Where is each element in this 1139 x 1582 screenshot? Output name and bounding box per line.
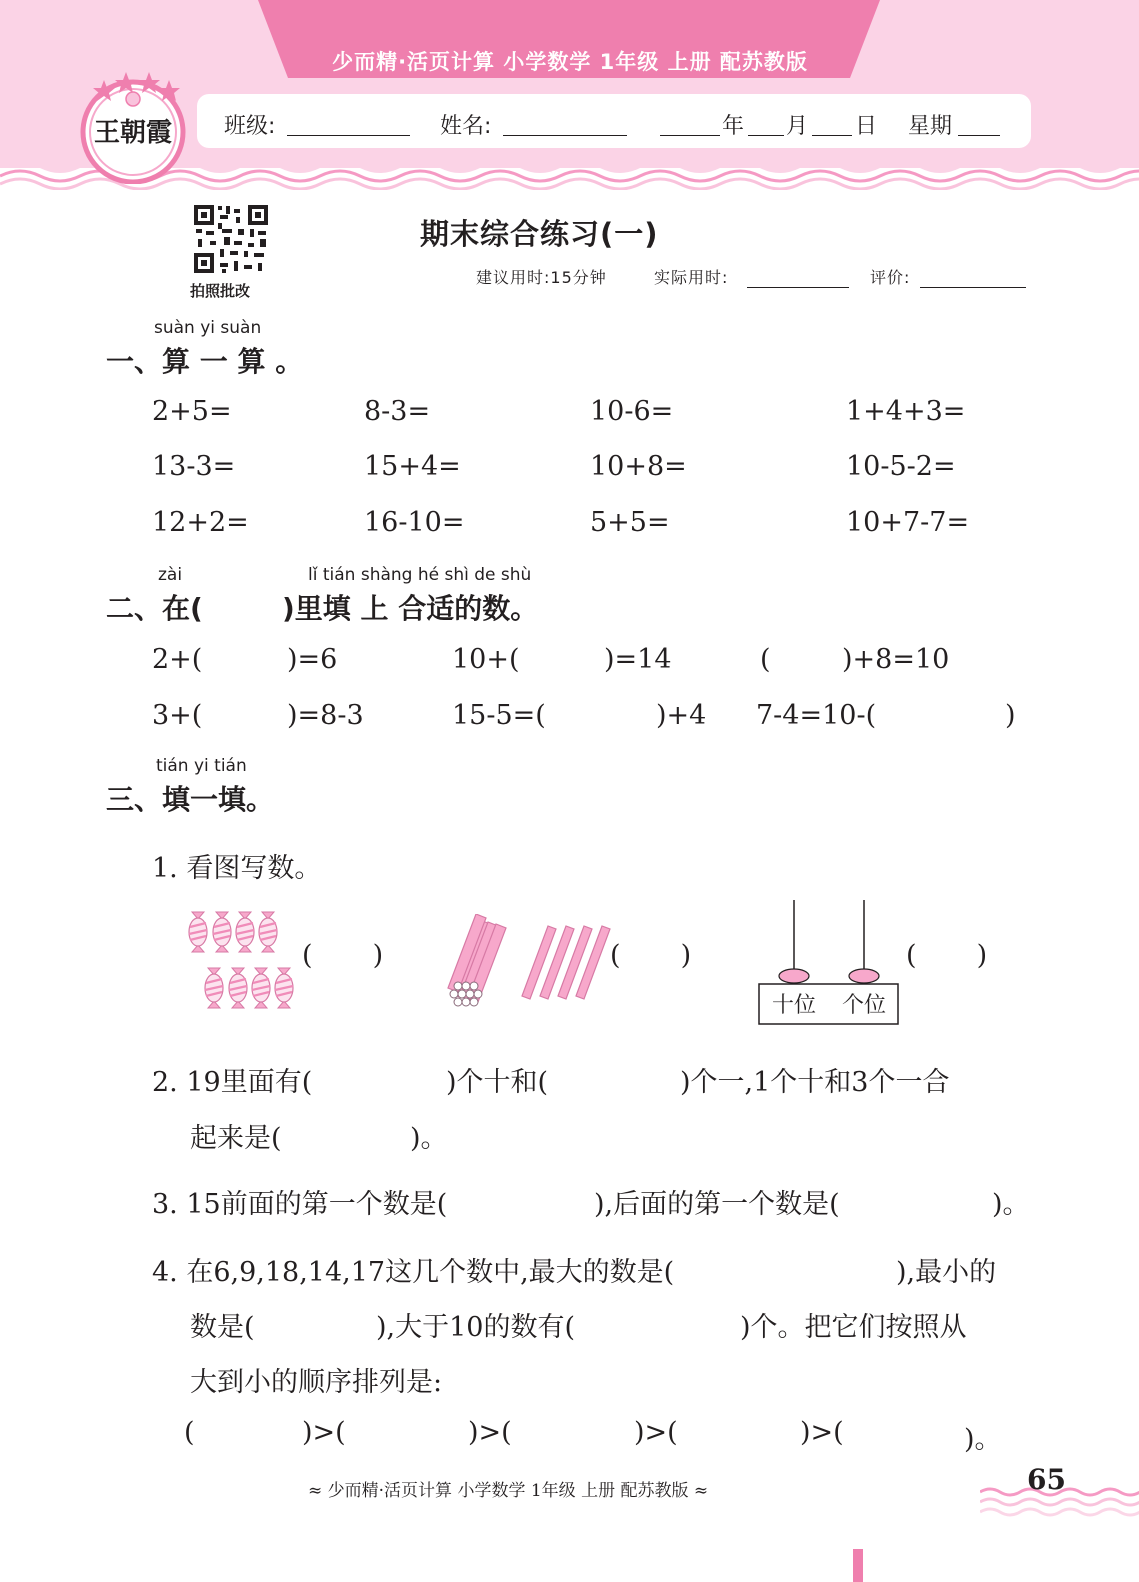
equation: 10-5-2= [846, 451, 956, 482]
equation: 16-10= [364, 507, 465, 538]
question-2-part: 起来是( [190, 1123, 282, 1154]
equation-part: )=6 [287, 644, 338, 675]
banner-title: 少而精·活页计算 小学数学 1年级 上册 配苏教版 [332, 50, 808, 74]
evaluation-label: 评价: [870, 268, 911, 287]
question-2-part: )个十和( [446, 1067, 549, 1098]
question-4-part: )个。把它们按照从 [740, 1312, 967, 1343]
section2-heading-start: 二、在( [106, 592, 203, 625]
equation-part: )=8-3 [287, 700, 364, 731]
section2-pinyin: lǐ tián shàng hé shì de shù [308, 565, 532, 585]
equation: 10+8= [590, 451, 687, 482]
page-edge-tab [853, 1549, 863, 1582]
answer-blank-abacus[interactable]: ( ) [906, 940, 988, 971]
tens-place-label: 十位 [771, 993, 817, 1018]
equation-part: )=14 [604, 644, 672, 675]
equation: 12+2= [152, 507, 249, 538]
section1-heading: 一、算 一 算 。 [106, 345, 304, 378]
year-field[interactable] [660, 111, 720, 136]
section3-heading: 三、填一填。 [106, 783, 275, 816]
class-field[interactable] [287, 111, 410, 136]
page-title: 期末综合练习(一) [420, 217, 659, 251]
order-chain-part: ( [184, 1417, 195, 1448]
publisher-logo [74, 66, 192, 184]
question-3-part: )。 [992, 1189, 1030, 1220]
question-4-part: 4. 在6,9,18,14,17这几个数中,最大的数是( [152, 1257, 675, 1288]
day-label: 日 [855, 114, 878, 139]
month-label: 月 [786, 114, 809, 139]
sticks-picture [444, 914, 612, 1008]
equation-part: 7-4=10-( [756, 700, 877, 731]
equation-part: 15-5=( [452, 700, 546, 731]
name-label: 姓名: [440, 114, 492, 139]
equation-part: 10+( [452, 644, 520, 675]
question-1: 1. 看图写数。 [152, 853, 322, 884]
question-4-part: 数是( [190, 1312, 255, 1343]
equation: 13-3= [152, 451, 236, 482]
day-field[interactable] [812, 111, 852, 136]
question-3-part: 3. 15前面的第一个数是( [152, 1189, 448, 1220]
suggested-time: 建议用时:15分钟 [476, 268, 607, 287]
equation: 5+5= [590, 507, 670, 538]
equation: 15+4= [364, 451, 461, 482]
question-2-part: )。 [410, 1123, 448, 1154]
actual-time-field[interactable] [747, 267, 849, 288]
class-label: 班级: [224, 114, 276, 139]
order-chain-part: )>( [800, 1417, 844, 1448]
equation-part: ) [1005, 700, 1016, 731]
question-2-part: 2. 19里面有( [152, 1067, 313, 1098]
equation-part: )+4 [656, 700, 707, 731]
section2-pinyin-zai: zài [158, 565, 183, 585]
evaluation-field[interactable] [920, 267, 1026, 288]
order-chain-part: )。 [964, 1424, 1002, 1455]
order-chain-part: )>( [468, 1417, 512, 1448]
equation-part: 2+( [152, 644, 203, 675]
order-chain-part: )>( [302, 1417, 346, 1448]
equation: 8-3= [364, 396, 431, 427]
qr-code[interactable] [192, 203, 270, 275]
equation: 1+4+3= [846, 396, 966, 427]
abacus-picture [758, 900, 900, 1028]
qr-label: 拍照批改 [190, 282, 251, 300]
equation: 2+5= [152, 396, 232, 427]
equation: 10-6= [590, 396, 674, 427]
equation: 10+7-7= [846, 507, 970, 538]
question-4-part: ),最小的 [896, 1257, 997, 1288]
question-3-part: ),后面的第一个数是( [594, 1189, 840, 1220]
question-4-part: 大到小的顺序排列是: [190, 1367, 443, 1398]
week-label: 星期 [908, 114, 953, 139]
footer-text: ≈ 少而精·活页计算 小学数学 1年级 上册 配苏教版 ≈ [308, 1481, 709, 1501]
page-number: 65 [1027, 1463, 1066, 1496]
month-field[interactable] [748, 111, 784, 136]
question-2-part: )个一,1个十和3个一合 [680, 1067, 950, 1098]
name-field[interactable] [503, 111, 627, 136]
equation-part: ( [760, 644, 771, 675]
answer-blank-candies[interactable]: ( ) [302, 940, 384, 971]
logo-text: 王朝霞 [93, 118, 173, 148]
question-4-part: ),大于10的数有( [376, 1312, 576, 1343]
equation-part: 3+( [152, 700, 203, 731]
section2-heading-end: )里填 上 合适的数。 [282, 592, 539, 625]
actual-time-label: 实际用时: [654, 268, 729, 287]
section1-pinyin: suàn yi suàn [154, 318, 262, 338]
answer-blank-sticks[interactable]: ( ) [610, 940, 692, 971]
ones-place-label: 个位 [841, 993, 887, 1018]
order-chain-part: )>( [634, 1417, 678, 1448]
candies-picture [184, 908, 300, 1016]
year-label: 年 [722, 114, 745, 139]
equation-part: )+8=10 [842, 644, 950, 675]
week-field[interactable] [958, 111, 1000, 136]
section3-pinyin: tián yi tián [156, 756, 247, 776]
